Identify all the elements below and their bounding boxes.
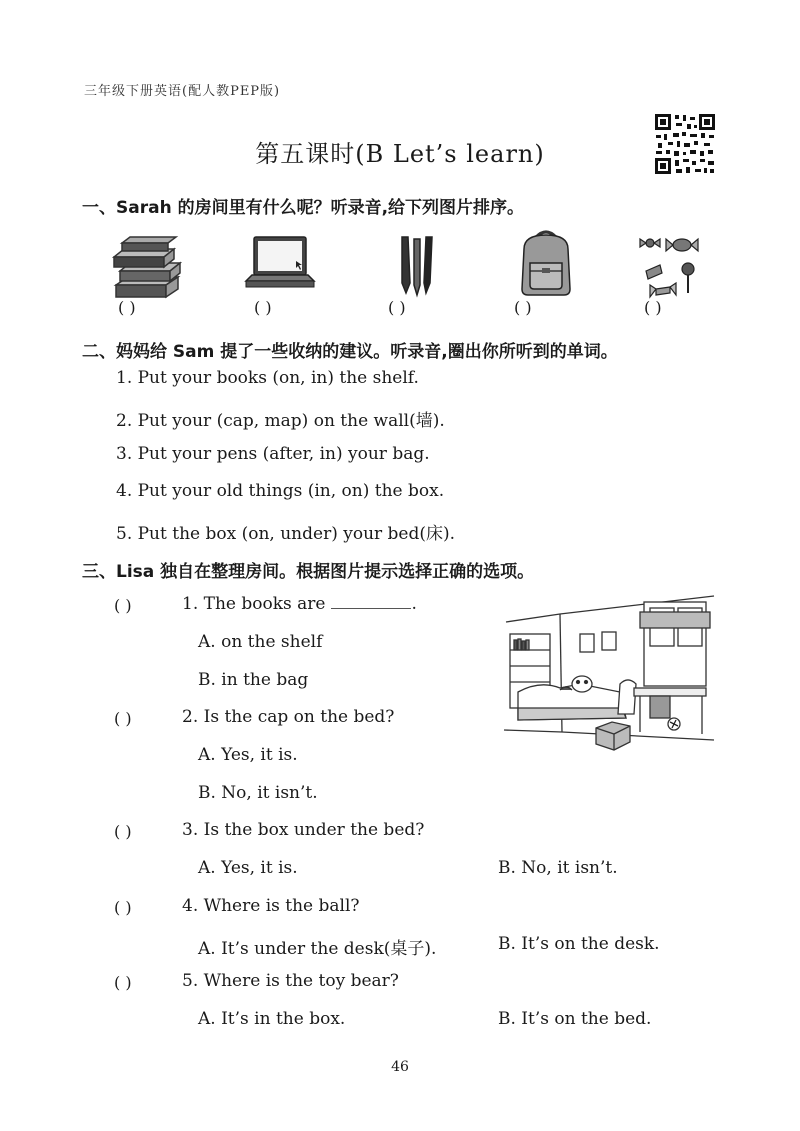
page-title: 第五课时(B Let’s learn) <box>255 140 545 168</box>
bedroom-illustration <box>500 592 716 764</box>
option-a: A. It’s in the box. <box>198 1009 346 1029</box>
list-item: 2. Put your (cap, map) on the wall(墙). <box>116 411 445 431</box>
list-item: 3. Put your pens (after, in) your bag. <box>116 444 430 464</box>
question-2: 2. Is the cap on the bed? <box>182 707 395 727</box>
list-item: 5. Put the box (on, under) your bed(床). <box>116 524 456 544</box>
option-a: A. on the shelf <box>198 632 323 652</box>
pens-icon <box>378 231 454 303</box>
candies-icon <box>636 231 712 303</box>
schoolbag-icon <box>508 227 584 299</box>
section-1-heading: 一、Sarah 的房间里有什么呢？听录音,给下列图片排序。 <box>82 198 525 218</box>
page-number: 46 <box>391 1059 409 1075</box>
answer-paren-1[interactable]: ( ) <box>118 298 136 317</box>
question-1-text: 1. The books are <box>182 594 326 614</box>
answer-paren-q1[interactable]: ( ) <box>114 596 132 615</box>
option-b: B. It’s on the desk. <box>498 934 660 954</box>
section-2-heading: 二、妈妈给 Sam 提了一些收纳的建议。听录音,圈出你所听到的单词。 <box>82 342 618 362</box>
question-4: 4. Where is the ball? <box>182 896 360 916</box>
answer-paren-4[interactable]: ( ) <box>514 298 532 317</box>
answer-paren-2[interactable]: ( ) <box>254 298 272 317</box>
question-1-end: . <box>411 594 417 614</box>
laptop-icon <box>242 231 318 303</box>
option-b: B. No, it isn’t. <box>498 858 618 878</box>
section-3-heading: 三、Lisa 独自在整理房间。根据图片提示选择正确的选项。 <box>82 562 535 582</box>
option-a: A. Yes, it is. <box>198 745 298 765</box>
question-5: 5. Where is the toy bear? <box>182 971 399 991</box>
list-item: 4. Put your old things (in, on) the box. <box>116 481 445 501</box>
answer-paren-5[interactable]: ( ) <box>644 298 662 317</box>
option-b: B. in the bag <box>198 670 309 690</box>
qr-code-icon <box>654 113 716 175</box>
option-b: B. It’s on the bed. <box>498 1009 652 1029</box>
list-item: 1. Put your books (on, in) the shelf. <box>116 368 419 388</box>
answer-paren-q2[interactable]: ( ) <box>114 709 132 728</box>
answer-paren-q3[interactable]: ( ) <box>114 822 132 841</box>
option-a: A. It’s under the desk(桌子). <box>198 939 437 959</box>
answer-paren-q5[interactable]: ( ) <box>114 973 132 992</box>
option-a: A. Yes, it is. <box>198 858 298 878</box>
answer-blank[interactable] <box>331 607 411 609</box>
option-b: B. No, it isn’t. <box>198 783 318 803</box>
books-icon <box>108 231 184 303</box>
question-3: 3. Is the box under the bed? <box>182 820 425 840</box>
answer-paren-3[interactable]: ( ) <box>388 298 406 317</box>
book-header: 三年级下册英语(配人教PEP版) <box>84 84 281 99</box>
question-1 <box>182 594 417 614</box>
answer-paren-q4[interactable]: ( ) <box>114 898 132 917</box>
